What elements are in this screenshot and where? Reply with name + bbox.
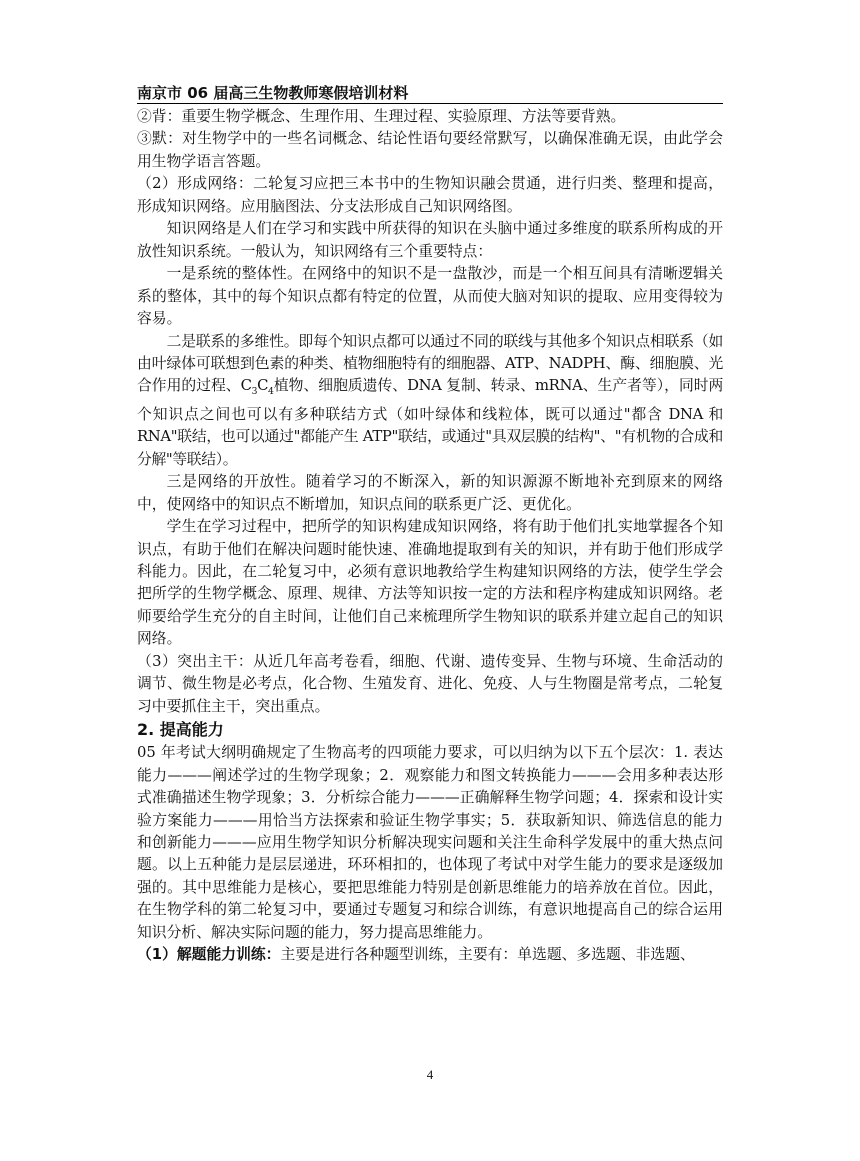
paragraph-problem-solving [137, 944, 723, 966]
page-number: 4 [426, 1067, 434, 1082]
paragraph-feature-one: 一是系统的整体性。在网络中的知识不是一盘散沙，而是一个相互间具有清晰逻辑关系的整体，其中的每个知识点都有特定的位置，从而使大脑对知识的提取、应用变得较为容易。 [137, 265, 723, 328]
paragraph-dictate: ③默：对生物学中的一些名词概念、结论性语句要经常默写，以确保准确无误，由此学会用生物学语言答题。 [137, 130, 723, 170]
section-heading: 2. 提高能力 [137, 720, 224, 740]
paragraph-feature-three: 三是网络的开放性。随着学习的不断深入，新的知识源源不断地补充到原来的网络中，使网络中的知识点不断增加，知识点间的联系更广泛、更优化。 [137, 473, 723, 513]
paragraph-form-network: （2）形成网络：二轮复习应把三本书中的生物知识融会贯通，进行归类、整理和提高，形成知识网络。应用脑图法、分支法形成自己知识网络图。 [137, 175, 723, 215]
c3-letter: C [240, 377, 252, 395]
page-header: 南京市 06 届高三生物教师寒假培训材料 [137, 84, 723, 104]
paragraph-highlight-main: （3）突出主干：从近几年高考卷看，细胞、代谢、遗传变异、生物与环境、生命活动的调节、微生物是必考点，化合物、生殖发育、进化、免疫、人与生物圈是常考点，二轮复习中要抓住主干，突出重点。 [137, 652, 723, 715]
paragraph-student-network: 学生在学习过程中，把所学的知识构建成知识网络，将有助于他们扎实地掌握各个知识点，有助于他们在解决问题时能快速、准确地提取到有关的知识，并有助于他们形成学科能力。因此，在二轮复习中，必须有意识地教给学生构建知识网络的方法，使学生学会把所学的生物学概念、原理、规律、方法等知识按一定的方法和程序构建成知识网络。老师要给学生充分的自主时间，让他们自己来梳理所学生物知识的联系并建立起自己的知识网络。 [137, 518, 723, 648]
c3-subscript: 3 [251, 386, 258, 398]
feature-two-text-a: 二是联系的多维性。即每个知识点都可以通过不同的联线与其他多个知识点相联系（如由叶绿体可联想到色素的种类、植物细胞特有的细胞器、ATP、NADPH、酶、细胞膜、光合作用的过程、 [137, 332, 723, 395]
paragraph-ability-requirements: 05 年考试大纲明确规定了生物高考的四项能力要求，可以归纳为以下五个层次：1. 表达能力———阐述学过的生物学现象；2．观察能力和图文转换能力———会用多种表达形式准确描述生物学现象；3．分析综合能力———正确解释生物学问题；4．探索和设计实验方案能力———用恰当方法探索和验证生物学事实；5．获取新知识、筛选信息的能力和创新能力———应用生物学知识分析解决现实问题和关注生命科学发展中的重大热点问题。以上五种能力是层层递进，环环相扣的，也体现了考试中对学生能力的要求是逐级加强的。其中思维能力是核心，要把思维能力特别是创新思维能力的培养放在首位。因此，在生物学科的第二轮复习中，要通过专题复习和综合训练，有意识地提高自己的综合运用知识分析、解决实际问题的能力，努力提高思维能力。 [137, 744, 723, 941]
problem-solving-text: 主要是进行各种题型训练，主要有：单选题、多选题、非选题、 [280, 946, 695, 964]
paragraph-feature-two [137, 331, 723, 472]
c4-letter: C [257, 377, 269, 395]
c3c4-term [240, 377, 274, 398]
c4-subscript: 4 [268, 386, 274, 398]
feature-two-text-b: 植物、细胞质遗传、DNA 复制、转录、mRNA、生产者等），同时两个知识点之间也可以有多种联结方式（如叶绿体和线粒体，既可以通过"都含 DNA 和 RNA"联结，也可以通过"都能产生 ATP"联结，或通过"具双层膜的结构"、"有机物的合成和分解"等联结）。 [137, 377, 723, 468]
page-content [137, 106, 723, 967]
paragraph-recite: ②背：重要生物学概念、生理作用、生理过程、实验原理、方法等要背熟。 [137, 108, 626, 125]
paragraph-network-definition: 知识网络是人们在学习和实践中所获得的知识在头脑中通过多维度的联系所构成的开放性知识系统。一般认为，知识网络有三个重要特点： [137, 220, 723, 260]
problem-solving-label: （1）解题能力训练： [137, 946, 281, 964]
